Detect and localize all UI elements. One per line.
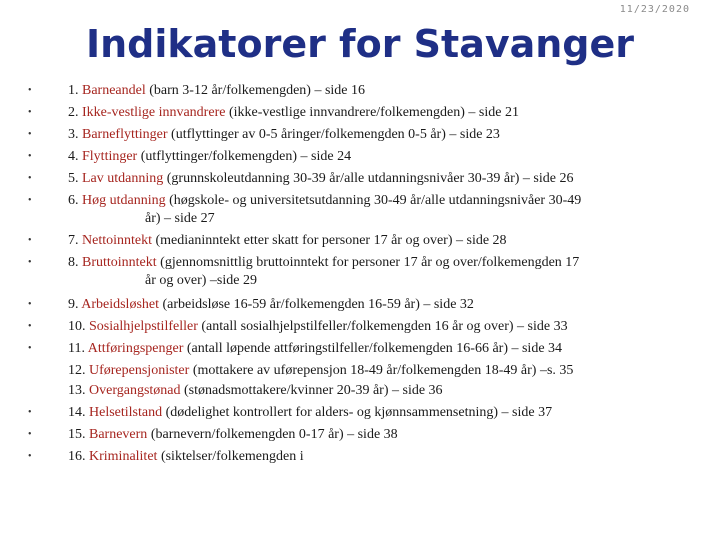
list-item	[28, 148, 698, 165]
item-text: 13. Overgangstønad (stønadsmottakere/kvinner 20-39 år) – side 36	[68, 383, 443, 398]
indicator-name: Helsetilstand	[89, 405, 163, 420]
list-item-continuation	[28, 210, 698, 227]
item-text: 15. Barnevern (barnevern/folkemengden 0-17 år) – side 38	[68, 427, 398, 442]
indicator-name: Sosialhjelpstilfeller	[89, 319, 198, 334]
item-text: 2. Ikke-vestlige innvandrere (ikke-vestlige innvandrere/folkemengden) – side 21	[68, 105, 519, 120]
list-item	[28, 126, 698, 143]
indicator-name: Overgangstønad	[89, 383, 181, 398]
indicator-name: Bruttoinntekt	[82, 255, 157, 270]
bullet-icon: •	[28, 235, 32, 246]
list-item	[28, 448, 698, 465]
item-text: 14. Helsetilstand (dødelighet kontrollert for alders- og kjønnsammensetning) – side 37	[68, 405, 553, 420]
item-text: 3. Barneflyttinger (utflyttinger av 0-5 åringer/folkemengden 0-5 år) – side 23	[68, 127, 500, 142]
bullet-icon: •	[28, 429, 32, 440]
bullet-icon: •	[28, 299, 32, 310]
list-item	[28, 362, 698, 379]
list-item	[28, 426, 698, 443]
item-text: 7. Nettoinntekt (medianinntekt etter skatt for personer 17 år og over) – side 28	[68, 233, 507, 248]
list-item	[28, 404, 698, 421]
item-text: 9. Arbeidsløshet (arbeidsløse 16-59 år/folkemengden 16-59 år) – side 32	[68, 297, 474, 312]
item-text: 16. Kriminalitet (siktelser/folkemengden i	[68, 449, 304, 464]
indicator-name: Høg utdanning	[82, 193, 166, 208]
item-text-continuation: år) – side 27	[145, 211, 215, 226]
bullet-icon: •	[28, 407, 32, 418]
item-text: 8. Bruttoinntekt (gjennomsnittlig bruttoinntekt for personer 17 år og over/folkemengden 17	[68, 255, 580, 270]
list-item	[28, 254, 698, 271]
bullet-icon: •	[28, 129, 32, 140]
bullet-icon: •	[28, 85, 32, 96]
list-item	[28, 296, 698, 313]
indicator-name: Attføringspenger	[87, 341, 184, 356]
bullet-icon: •	[28, 151, 32, 162]
item-text: 6. Høg utdanning (høgskole- og universitetsutdanning 30-49 år/alle utdanningsnivåer 30-49	[68, 193, 582, 208]
indicator-name: Barneandel	[82, 83, 146, 98]
indicator-name: Arbeidsløshet	[81, 297, 159, 312]
slide-title: Indikatorer for Stavanger	[85, 22, 635, 66]
list-item	[28, 318, 698, 335]
list-item	[28, 170, 698, 187]
item-text: 10. Sosialhjelpstilfeller (antall sosialhjelpstilfeller/folkemengden 16 år og over) – side 33	[68, 319, 568, 334]
indicator-name: Nettoinntekt	[82, 233, 152, 248]
bullet-icon: •	[28, 173, 32, 184]
bullet-icon: •	[28, 257, 32, 268]
indicator-name: Barneflyttinger	[82, 127, 168, 142]
item-text: 4. Flyttinger (utflyttinger/folkemengden) – side 24	[68, 149, 352, 164]
item-text-continuation: år og over) –side 29	[145, 273, 257, 288]
bullet-icon: •	[28, 107, 32, 118]
item-text: 11. Attføringspenger (antall løpende attføringstilfeller/folkemengden 16-66 år) – side 34	[68, 341, 563, 356]
indicator-name: Lav utdanning	[82, 171, 164, 186]
indicator-name: Uførepensjonister	[89, 363, 190, 378]
list-item	[28, 104, 698, 121]
list-item	[28, 192, 698, 209]
bullet-icon: •	[28, 451, 32, 462]
indicator-name: Flyttinger	[82, 149, 138, 164]
indicator-name: Kriminalitet	[89, 449, 158, 464]
item-text: 1. Barneandel (barn 3-12 år/folkemengden) – side 16	[68, 83, 366, 98]
indicator-name: Barnevern	[89, 427, 148, 442]
bullet-icon: •	[28, 195, 32, 206]
indicator-name: Ikke-vestlige innvandrere	[82, 105, 226, 120]
list-item	[28, 340, 698, 357]
slide-date: 11/23/2020	[619, 4, 690, 15]
list-item	[28, 82, 698, 99]
list-item	[28, 232, 698, 249]
list-item-continuation	[28, 272, 698, 289]
item-text: 5. Lav utdanning (grunnskoleutdanning 30-39 år/alle utdanningsnivåer 30-39 år) – side 26	[68, 171, 574, 186]
item-text: 12. Uførepensjonister (mottakere av uførepensjon 18-49 år/folkemengden 18-49 år) –s. 35	[68, 363, 574, 378]
bullet-icon: •	[28, 321, 32, 332]
bullet-icon: •	[28, 343, 32, 354]
list-item	[28, 382, 698, 399]
